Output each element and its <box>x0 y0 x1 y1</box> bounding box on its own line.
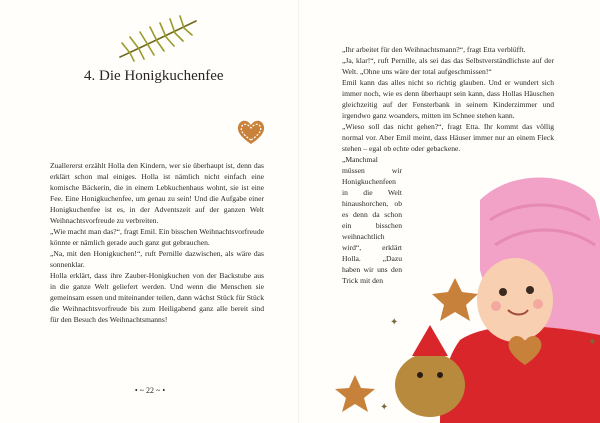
svg-text:✦: ✦ <box>390 317 399 328</box>
left-body-text <box>50 160 264 325</box>
red-hat <box>412 325 448 356</box>
paragraph: Holla erklärt, dass ihre Zauber-Honigkuchen von der Backstube aus in die ganze Welt geliefert werden. Und wenn die Menschen sie gemeinsam essen und miteinander teilen, dann wächst Stück für Stück die Weihnachtsvorfreude bis zum Heiligabend ganz alle bereit sind für den Besuch des Weihnachtsmanns! <box>50 271 264 324</box>
page-number-value: 22 <box>146 386 154 395</box>
chapter-title: 4. Die Honigkuchenfee <box>84 68 224 84</box>
paragraph: „Manchmal müssen wir Honigkuchenfeen in die Welt hinaushorchen, ob es denn da schon ein bisschen weihnachtlich wird“, erklärt Holla. „Dazu haben wir uns den Trick mit den <box>342 155 402 285</box>
paragraph: „Wieso soll das nicht gehen?“, fragt Etta. Ihr kommt das völlig normal vor. Aber Emil meint, dass Häuser immer nur an einem Fleck stehen – egal ob echte oder gebackene. <box>342 122 554 153</box>
paragraph: Zuallererst erzählt Holla den Kindern, wer sie überhaupt ist, denn das erklärt schon mal einiges. Holla ist nämlich nicht einfach eine komische Bäckerin, die in einem Lebkuchenhaus wohnt, sie ist eine Fee. Eine Honigkuchenfee, um genau zu sein! Und die Aufgabe einer Honigkuchenfee ist es, in der Adventszeit auf der ganzen Welt Weihnachtsvorfreude zu verbreiten. <box>50 161 264 225</box>
paragraph: „Na, mit den Honigkuchen!“, ruft Pernille dazwischen, als wäre das sonnenklar. <box>50 249 264 269</box>
page-number <box>0 386 300 395</box>
star-cookie-icon <box>432 278 478 321</box>
svg-text:✦: ✦ <box>380 402 389 413</box>
fir-branch-icon <box>112 13 202 63</box>
paragraph: „Ja, klar!“, ruft Pernille, als sei das das Selbstverständlichste auf der Welt. „Ohne uns wäre der total aufgeschmissen!“ <box>342 56 554 76</box>
paragraph: Emil kann das alles nicht so richtig glauben. Und er wundert sich immer noch, wie es denn überhaupt sein kann, dass Hollas Häuschen gleichzeitig auf der Fensterbank in seinem Kinderzimmer und irgendwo ganz woanders, mitten im Schnee stehen kann. <box>342 78 554 120</box>
svg-text:✦: ✦ <box>588 337 597 348</box>
heart-cookie-icon <box>235 118 267 146</box>
fairy-face <box>477 258 553 342</box>
hamster <box>395 353 465 417</box>
ornament-left: • ~ <box>134 386 146 395</box>
ornament-right: ~ • <box>154 386 166 395</box>
paragraph: „Wie macht man das?“, fragt Emil. Ein bisschen Weihnachtsvorfreude könnte er nämlich gerade auch ganz gut gebrauchen. <box>50 227 264 247</box>
star-cookie-icon <box>335 375 375 412</box>
paragraph: „Ihr arbeitet für den Weihnachtsmann?“, fragt Etta verblüfft. <box>342 45 526 54</box>
fairy-illustration <box>320 160 600 423</box>
